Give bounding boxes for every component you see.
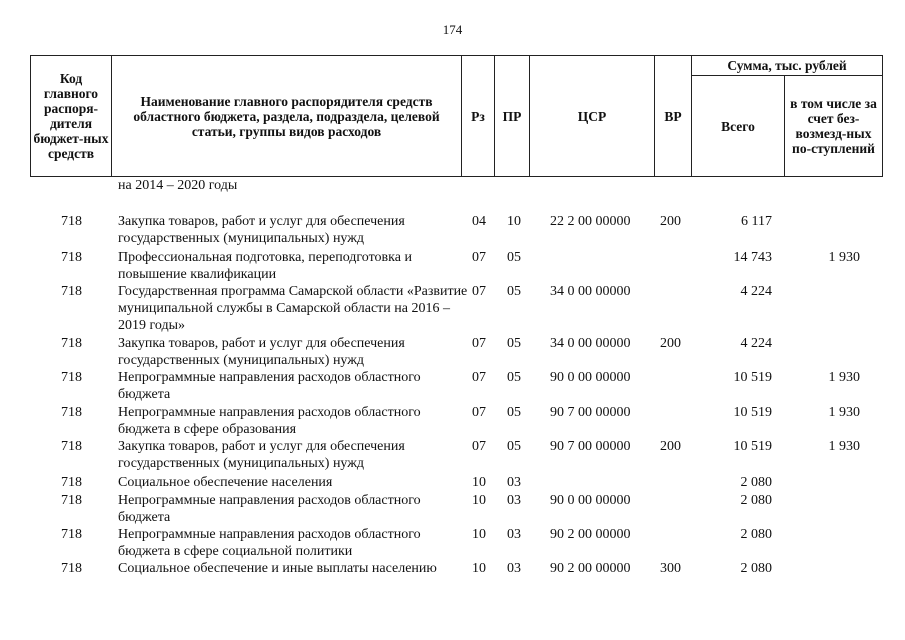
header-total: Всего <box>692 76 785 177</box>
row-rz: 07 <box>472 250 486 265</box>
row-name: Закупка товаров, работ и услуг для обеспечения государственных (муниципальных) нужд <box>118 336 405 368</box>
row-name: Государственная программа Самарской области «Развитие муниципальной службы в Самарской области на 2016 – 2019 годы» <box>118 284 468 333</box>
row-rz: 07 <box>472 439 486 454</box>
row-rz: 07 <box>472 405 486 420</box>
row-csr: 90 2 00 00000 <box>550 561 631 576</box>
row-csr: 90 7 00 00000 <box>550 439 631 454</box>
row-vr: 200 <box>660 214 681 229</box>
row-name: Непрограммные направления расходов областного бюджета <box>118 493 421 525</box>
row-total: 14 743 <box>733 250 772 265</box>
row-rz: 07 <box>472 370 486 385</box>
row-csr: 90 7 00 00000 <box>550 405 631 420</box>
row-rz: 10 <box>472 493 486 508</box>
row-pr: 03 <box>507 493 521 508</box>
table-header <box>30 55 883 177</box>
row-code: 718 <box>61 284 82 299</box>
row-code: 718 <box>61 250 82 265</box>
header-pr: ПР <box>495 56 530 177</box>
row-total: 2 080 <box>740 475 772 490</box>
row-pr: 10 <box>507 214 521 229</box>
header-vr: ВР <box>655 56 692 177</box>
row-total: 4 224 <box>740 284 772 299</box>
header-csr: ЦСР <box>530 56 655 177</box>
row-rz: 04 <box>472 214 486 229</box>
row-code: 718 <box>61 527 82 542</box>
row-pr: 05 <box>507 284 521 299</box>
row-free: 1 930 <box>828 250 860 265</box>
header-rz: Рз <box>462 56 495 177</box>
row-free: 1 930 <box>828 439 860 454</box>
continuation-text: на 2014 – 2020 годы <box>118 178 238 193</box>
header-code: Код главного распоря-дителя бюджет-ных средств <box>31 56 112 177</box>
row-pr: 05 <box>507 250 521 265</box>
row-code: 718 <box>61 439 82 454</box>
row-name: Социальное обеспечение и иные выплаты населению <box>118 561 437 576</box>
row-code: 718 <box>61 561 82 576</box>
row-name: Профессиональная подготовка, переподготовка и повышение квалификации <box>118 250 412 282</box>
row-code: 718 <box>61 493 82 508</box>
row-rz: 10 <box>472 475 486 490</box>
row-pr: 03 <box>507 527 521 542</box>
row-csr: 90 2 00 00000 <box>550 527 631 542</box>
header-sum: Сумма, тыс. рублей <box>692 56 883 76</box>
row-csr: 90 0 00 00000 <box>550 493 631 508</box>
row-csr: 90 0 00 00000 <box>550 370 631 385</box>
row-pr: 05 <box>507 336 521 351</box>
row-rz: 07 <box>472 336 486 351</box>
row-rz: 07 <box>472 284 486 299</box>
row-total: 10 519 <box>733 439 772 454</box>
row-total: 6 117 <box>741 214 772 229</box>
row-csr: 34 0 00 00000 <box>550 336 631 351</box>
row-pr: 05 <box>507 439 521 454</box>
row-csr: 22 2 00 00000 <box>550 214 631 229</box>
row-code: 718 <box>61 405 82 420</box>
row-code: 718 <box>61 336 82 351</box>
row-pr: 05 <box>507 370 521 385</box>
row-total: 2 080 <box>740 493 772 508</box>
row-total: 4 224 <box>740 336 772 351</box>
row-name: Непрограммные направления расходов областного бюджета в сфере образования <box>118 405 421 437</box>
row-pr: 03 <box>507 561 521 576</box>
row-csr: 34 0 00 00000 <box>550 284 631 299</box>
row-name: Непрограммные направления расходов областного бюджета <box>118 370 421 402</box>
row-code: 718 <box>61 370 82 385</box>
page-number: 174 <box>442 22 463 37</box>
row-code: 718 <box>61 475 82 490</box>
row-name: Закупка товаров, работ и услуг для обеспечения государственных (муниципальных) нужд <box>118 439 405 471</box>
row-vr: 300 <box>660 561 681 576</box>
row-vr: 200 <box>660 336 681 351</box>
row-name: Закупка товаров, работ и услуг для обеспечения государственных (муниципальных) нужд <box>118 214 405 246</box>
header-free: в том числе за счет без-возмезд-ных по-ступлений <box>785 76 883 177</box>
row-free: 1 930 <box>828 405 860 420</box>
row-total: 10 519 <box>733 405 772 420</box>
header-name: Наименование главного распорядителя средств областного бюджета, раздела, подраздела, целевой статьи, группы видов расходов <box>112 56 462 177</box>
row-vr: 200 <box>660 439 681 454</box>
row-code: 718 <box>61 214 82 229</box>
row-pr: 03 <box>507 475 521 490</box>
row-pr: 05 <box>507 405 521 420</box>
row-name: Социальное обеспечение населения <box>118 475 333 490</box>
row-rz: 10 <box>472 527 486 542</box>
row-free: 1 930 <box>828 370 860 385</box>
row-total: 2 080 <box>740 527 772 542</box>
row-name: Непрограммные направления расходов областного бюджета в сфере социальной политики <box>118 527 421 559</box>
row-total: 2 080 <box>740 561 772 576</box>
row-total: 10 519 <box>733 370 772 385</box>
row-rz: 10 <box>472 561 486 576</box>
